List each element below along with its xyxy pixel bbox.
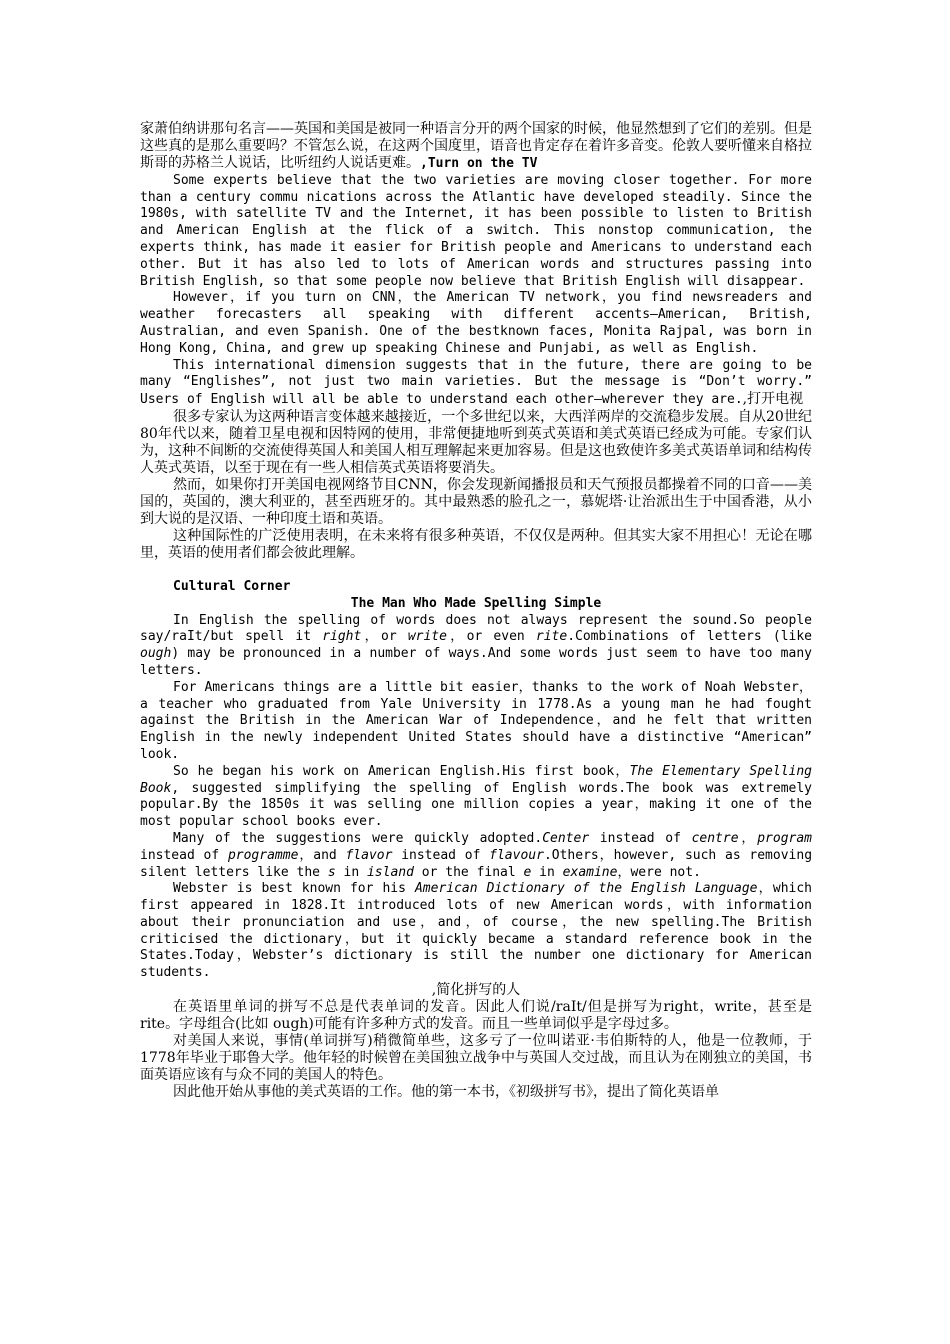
text-run: in (335, 864, 367, 880)
spelling-chinese-paragraph-2: 对美国人来说，事情(单词拼写)稍微简单些，这多亏了一位叫诺亚·韦伯斯特的人，他是一位教师，于1778年毕业于耶鲁大学。他年轻的时候曾在美国独立战争中与英国人交过战，而且认为在刚独立的美国，书面英语应该有与众不同的美国人的特色。 (140, 1033, 812, 1084)
italic-word: centre (691, 830, 739, 846)
intro-chinese-text: 家萧伯纳讲那句名言——英国和美国是被同一种语言分开的两个国家的时候，他显然想到了它们的差别。但是这些真的是那么重要吗？不管怎么说，在这两个国度里，语音也肯定存在着许多音变。伦敦人要听懂来自格拉斯哥的苏格兰人说话，比听纽约人说话更难。 (140, 121, 812, 171)
text-run: ， (738, 830, 758, 846)
text-run: In English the spelling of words does not always represent the sound.So people say/raIt/but spell it (140, 612, 812, 645)
italic-word: examine (562, 864, 618, 880)
italic-word: rite (535, 629, 568, 645)
italic-word: ough (140, 646, 172, 662)
chinese-title-spelling: ,简化拼写的人 (431, 982, 521, 999)
document-page (140, 121, 812, 1101)
italic-word: Center (542, 830, 590, 846)
text-run: .Combinations of letters (like (567, 629, 812, 645)
text-run: in (531, 864, 563, 880)
italic-word: island (366, 864, 414, 880)
text-run: Webster is best known for his (173, 881, 415, 897)
italic-word: right (322, 629, 362, 645)
book-title: The Elementary Spelling Book (140, 763, 813, 796)
italic-word: program (757, 830, 813, 846)
spelling-chinese-paragraph-3: 因此他开始从事他的美式英语的工作。他的第一本书，《初级拼写书》，提出了简化英语单 (173, 1084, 719, 1101)
english-paragraph-1: Some experts believe that the two varieties are moving closer together. For more than a century commu nications across the Atlantic have developed steadily. Since the 1980s, with satellite TV and the Internet, it has been possible to listen to British and American English at the flick of a switch. This nonstop communication, the experts think, has made it easier for British people and Americans to understand each other. But it has also led to lots of American words and structures passing into British English, so that some people now believe that British English will disappear. (140, 172, 812, 289)
text-run: or the final (413, 864, 524, 880)
italic-word: write (407, 629, 447, 645)
text-run: ，or even (446, 629, 536, 645)
italic-word: e (523, 864, 532, 880)
spelling-paragraph-5 (140, 881, 812, 982)
chinese-paragraph-3: 这种国际性的广泛使用表明，在未来将有很多种英语，不仅仅是两种。但其实大家不用担心！无论在哪里，英语的使用者们都会彼此理解。 (140, 527, 812, 561)
article-title: The Man Who Made Spelling Simple (350, 595, 602, 611)
chinese-title-turn-on-tv: ,打开电视 (742, 391, 804, 408)
chinese-paragraph-2: 然而，如果你打开美国电视网络节目CNN，你会发现新闻播报员和天气预报员都操着不同的口音——美国的，英国的，澳大利亚的，甚至西班牙的。其中最熟悉的脸孔之一，慕妮塔·让治派出生于中国香港，从小到大说的是汉语、一种印度土语和英语。 (140, 476, 812, 527)
spelling-chinese-paragraph-1: 在英语里单词的拼写不总是代表单词的发音。因此人们说/raIt/但是拼写为right，write，甚至是 rite。字母组合(比如 ough)可能有许多种方式的发音。而且一些单词似乎是字母过多。 (140, 999, 812, 1033)
spelling-paragraph-3 (140, 764, 812, 831)
text-run: Many of the suggestions were quickly adopted. (173, 830, 543, 846)
text-run: .Others，however, such as removing silent letters like the (140, 847, 813, 880)
chinese-paragraph-1: 很多专家认为这两种语言变体越来越接近，一个多世纪以来，大西洋两岸的交流稳步发展。自从20世纪80年代以来，随着卫星电视和因特网的使用，非常便捷地听到英式英语和美式英语已经成为可能。专家们认为，这种不间断的交流使得英国人和美国人相互理解起来更加容易。但是这也致使许多美式英语单词和结构传人英式英语，以至于现在有一些人相信英式英语将要消失。 (140, 408, 812, 476)
italic-word: flavour (489, 847, 544, 863)
text-run: instead of (589, 830, 692, 846)
spelling-paragraph-1 (140, 613, 812, 680)
italic-word: programme (227, 847, 299, 863)
english-paragraph-2: However，if you turn on CNN，the American TV network，you find newsreaders and weather forecasters all speaking with different accents—American, British, Australian, and even Spanish. One of the bestknown faces, Monita Rajpal, was born in Hong Kong, China, and grew up speaking Chinese and Punjabi, as well as English. (140, 290, 812, 356)
turn-on-the-tv-title: ,Turn on the TV (420, 156, 538, 171)
book-title: American Dictionary of the English Language (414, 881, 758, 897)
text-run: So he began his work on American English.His first book， (173, 763, 630, 779)
text-run: instead of (140, 847, 228, 863)
spelling-paragraph-2: For Americans things are a little bit easier，thanks to the work of Noah Webster，a teacher who graduated from Yale University in 1778.As a young man he had fought against the British in the American War of Independence，and he felt that written English in the newly independent United States should have a distinctive “American” look. (140, 679, 812, 762)
spelling-paragraph-4 (140, 831, 812, 881)
text-run: ，which first appeared in 1828.It introduced lots of new American words，with information about their pronunciation and use，and，of course，the new spelling.The British criticised the dictionary，but it quickly became a standard reference book in the States.Today，Webster’s dictionary is still the number one dictionary for American students. (140, 881, 813, 981)
text-run: ，and (298, 847, 346, 863)
text-run: instead of (392, 847, 490, 863)
text-run: , suggested simplifying the spelling of English words.The book was extremely popular.By the 1850s it was selling one million copies a year，making it one of the most popular school books ever. (140, 780, 812, 830)
text-run: ，were not. (617, 864, 701, 880)
english-paragraph-3 (140, 358, 812, 409)
intro-paragraph (140, 121, 812, 173)
text-run: ，or (361, 629, 408, 645)
italic-word: s (327, 864, 336, 880)
english-paragraph-3-text: This international dimension suggests that in the future, there are going to be many “Englishes”, not just two main varieties. But the message is “Don’t worry.” Users of English will all be able to understand each other—wherever they are. (140, 357, 812, 408)
cultural-corner-heading: Cultural Corner (173, 578, 291, 594)
section-spacer (140, 562, 812, 579)
text-run: ) may be pronounced in a number of ways.And some words just seem to have too many letters. (140, 646, 812, 678)
italic-word: flavor (345, 847, 393, 863)
